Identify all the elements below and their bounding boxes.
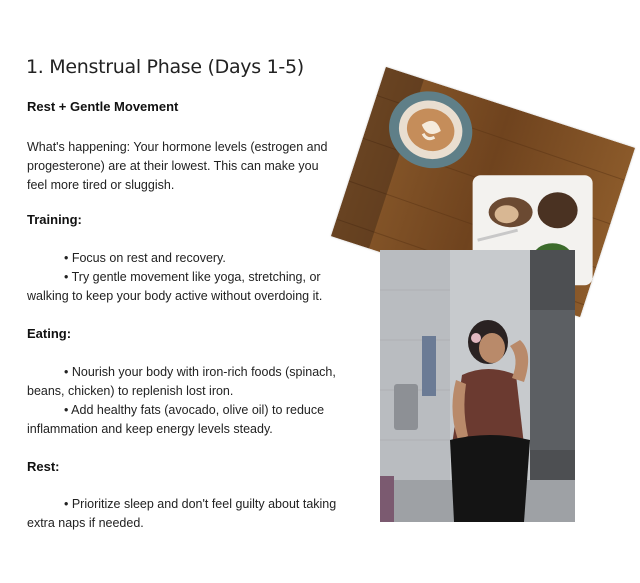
gym-photo [380, 250, 575, 522]
gym-illustration [380, 250, 575, 522]
rest-heading: Rest: [27, 459, 60, 474]
rest-bullet-1: • Prioritize sleep and don't feel guilty about taking extra naps if needed. [27, 497, 337, 530]
training-heading: Training: [27, 212, 82, 227]
intro-paragraph: What's happening: Your hormone levels (estrogen and progesterone) are at their lowest. This can make you feel more tired or sluggish. [27, 140, 328, 192]
page-title: 1. Menstrual Phase (Days 1-5) [26, 56, 304, 78]
section-subtitle: Rest + Gentle Movement [27, 99, 179, 114]
training-bullet-2: • Try gentle movement like yoga, stretching, or walking to keep your body active without overdoing it. [27, 270, 323, 303]
eating-heading: Eating: [27, 326, 72, 341]
training-bullet-1: • Focus on rest and recovery. [64, 251, 226, 265]
eating-bullet-2: • Add healthy fats (avocado, olive oil) to reduce inflammation and keep energy levels steady. [27, 403, 325, 436]
eating-bullet-1: • Nourish your body with iron-rich foods (spinach, beans, chicken) to replenish lost iron. [27, 365, 336, 398]
